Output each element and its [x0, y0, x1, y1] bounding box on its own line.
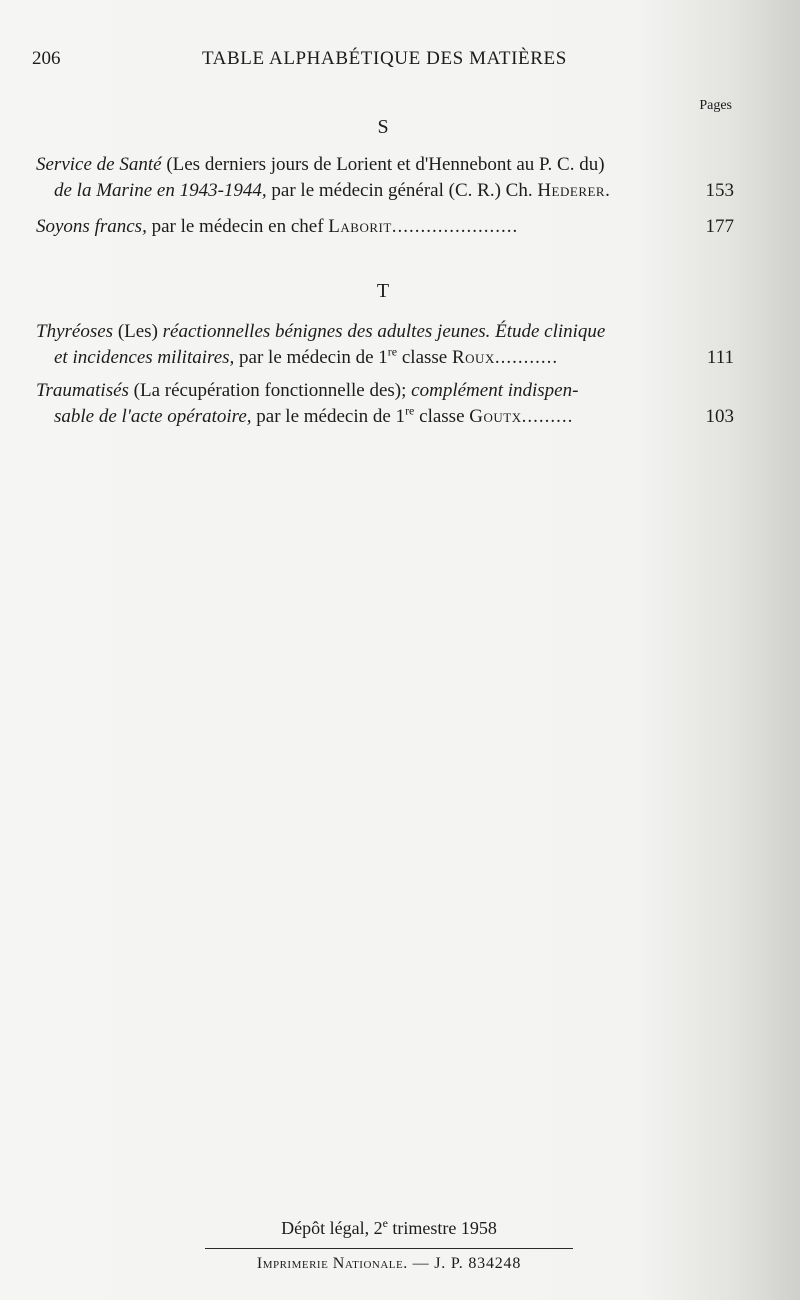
entry-text-b: classe	[401, 347, 448, 368]
entry-line	[36, 152, 734, 178]
entry-title-cont: de la Marine en 1943-1944,	[54, 180, 267, 201]
ordinal-superscript: re	[387, 344, 398, 359]
entry-line	[36, 319, 734, 345]
entry-page: 111	[706, 347, 734, 368]
entry-page: 103	[705, 406, 734, 427]
ordinal-superscript: re	[405, 403, 415, 418]
dot-leader: ...........	[494, 347, 559, 368]
entry-author: Laborit	[328, 216, 392, 237]
entry-line	[36, 345, 734, 371]
legal-deposit-text-b: trimestre 1958	[392, 1218, 497, 1238]
index-entry	[36, 378, 734, 430]
entry-author: Hederer	[537, 180, 606, 201]
index-entry	[36, 152, 734, 204]
section-letter-s: S	[377, 116, 389, 138]
printer-dash: —	[412, 1255, 430, 1272]
ordinal-superscript: e	[382, 1216, 388, 1230]
entry-text-b: classe	[419, 406, 465, 427]
imprint-block	[205, 1218, 573, 1273]
printer-line	[205, 1255, 573, 1273]
imprint-rule	[205, 1248, 573, 1249]
entry-title-b: réactionnelles bénignes des adultes jeunes. Étude clinique	[162, 321, 606, 342]
entry-title: Service de Santé	[36, 154, 162, 175]
entry-text: (Les)	[117, 321, 158, 342]
entry-title-cont: sable de l'acte opératoire,	[54, 406, 252, 427]
pages-column-label: Pages	[699, 98, 732, 113]
entry-title-cont: et incidences militaires,	[54, 347, 235, 368]
entry-line	[36, 378, 734, 404]
legal-deposit-text: Dépôt légal, 2	[281, 1218, 383, 1238]
entry-page: 177	[705, 216, 734, 237]
entry-text: par le médecin de 1	[256, 406, 406, 427]
dot-leader: .	[605, 180, 611, 201]
entry-line	[36, 404, 734, 430]
entry-title: Thyréoses	[36, 321, 114, 342]
entry-line	[36, 214, 734, 240]
entry-page: 153	[705, 180, 734, 201]
page-header	[32, 48, 764, 78]
index-entry	[36, 214, 734, 240]
entry-title: Soyons francs,	[36, 216, 147, 237]
entry-text: par le médecin général (C. R.) Ch.	[271, 180, 533, 201]
running-title: TABLE ALPHABÉTIQUE DES MATIÈRES	[202, 48, 567, 69]
entry-text: par le médecin de 1	[239, 347, 388, 368]
printer-name: Imprimerie Nationale.	[256, 1255, 408, 1272]
dot-leader: ......................	[391, 216, 519, 237]
entry-text: (Les derniers jours de Lorient et d'Hennebont au P. C. du)	[166, 154, 605, 175]
dot-leader: .........	[521, 406, 574, 427]
entry-title: Traumatisés	[36, 380, 129, 401]
entry-text: par le médecin en chef	[151, 216, 324, 237]
entry-text: (La récupération fonctionnelle des);	[133, 380, 407, 401]
legal-deposit	[205, 1218, 573, 1244]
entry-title-b: complément indispen-	[411, 380, 579, 401]
entry-author: Roux	[452, 347, 495, 368]
entry-author: Goutx	[469, 406, 522, 427]
printer-ref: J. P. 834248	[434, 1255, 522, 1272]
index-entry	[36, 319, 734, 371]
entry-line	[36, 178, 734, 204]
section-letter-t: T	[376, 280, 390, 302]
page-number: 206	[32, 48, 61, 69]
